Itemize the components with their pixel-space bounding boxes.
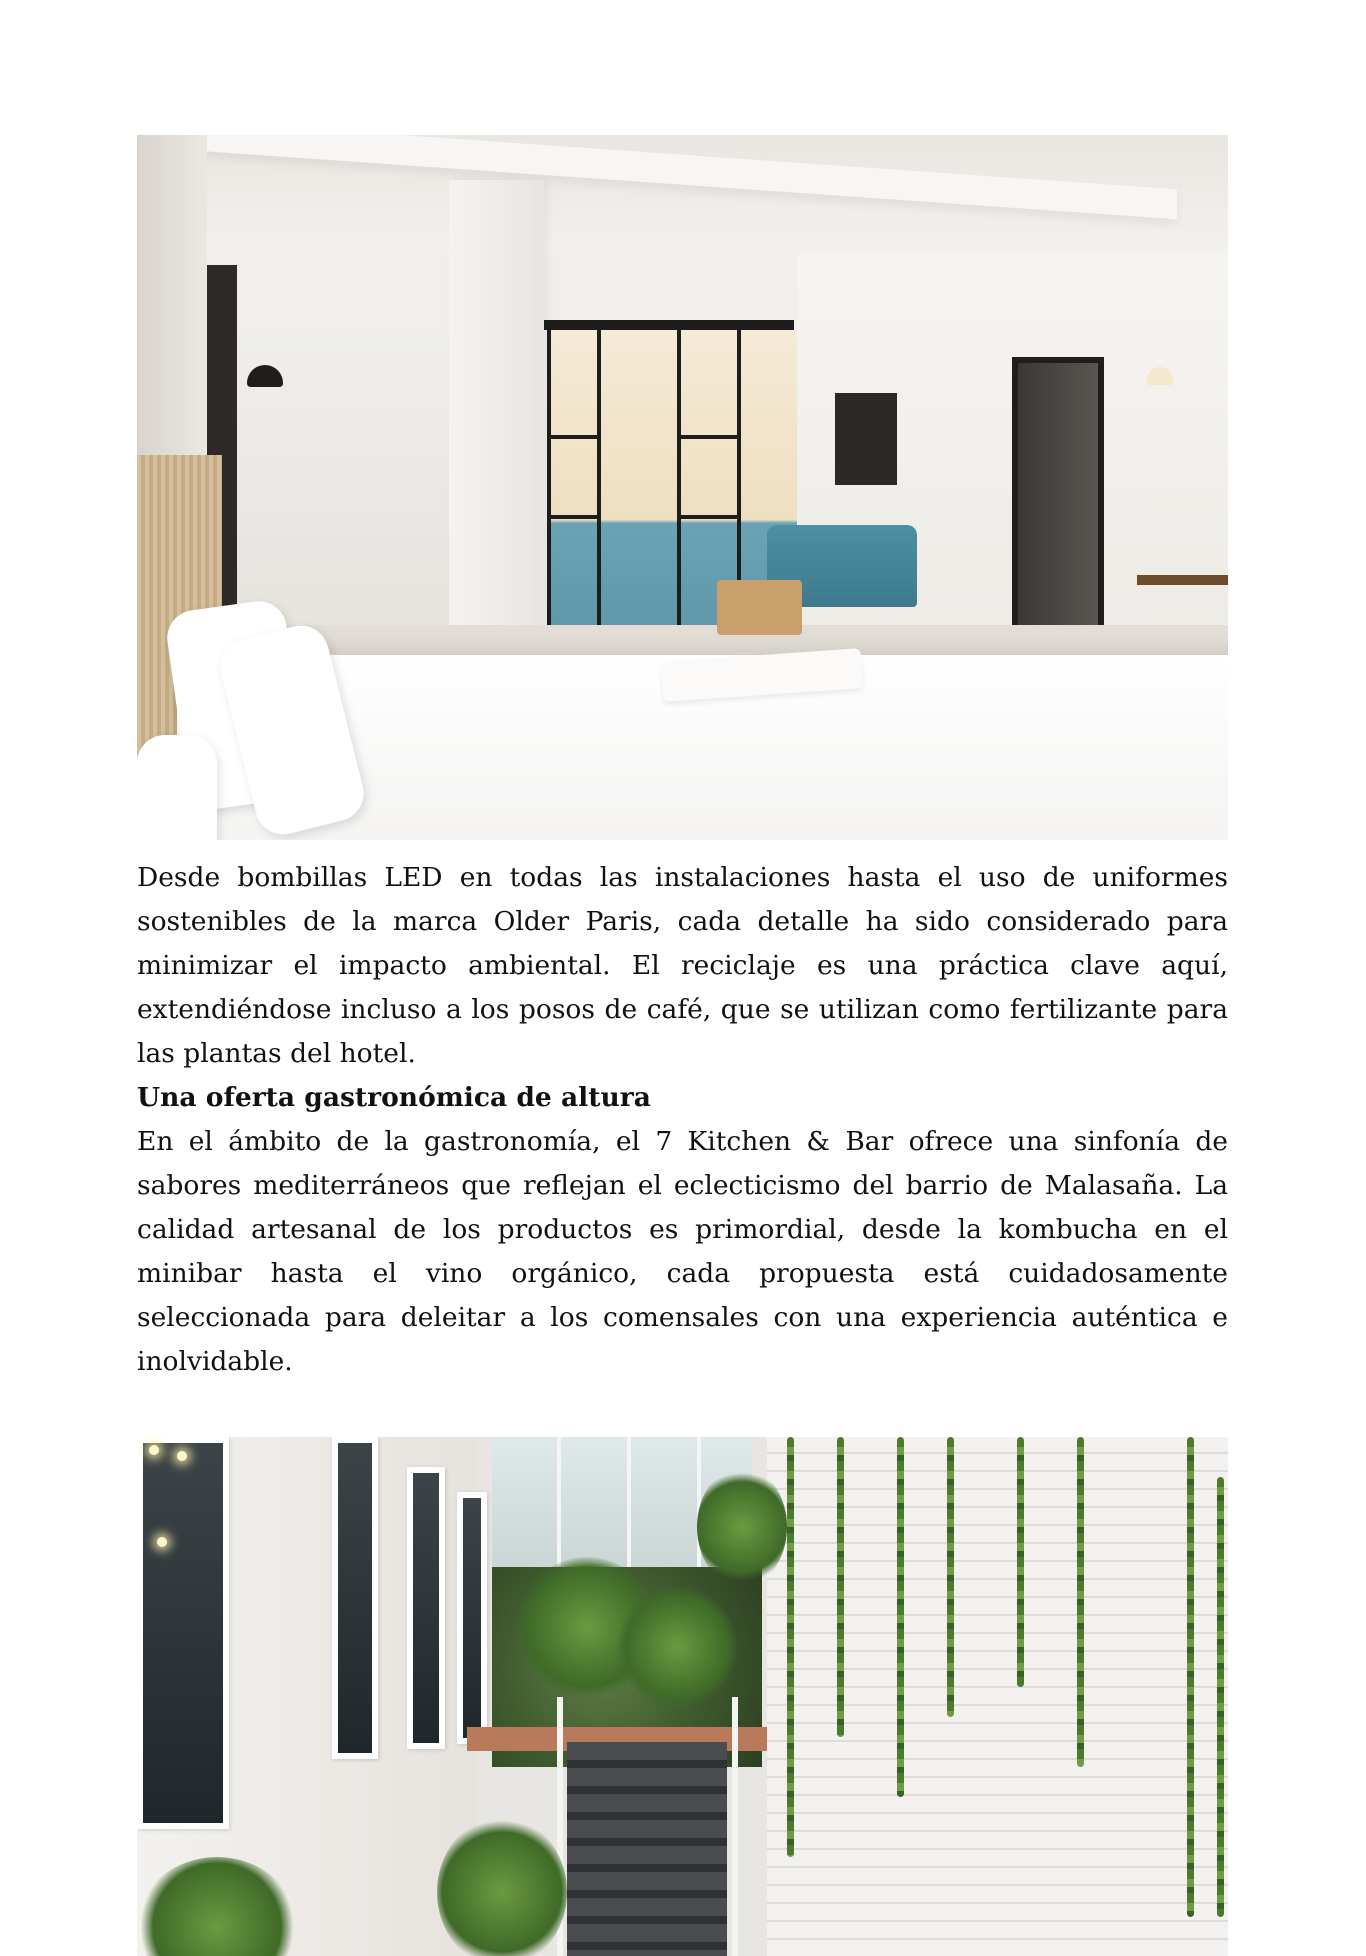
floor-mirror xyxy=(1012,357,1104,647)
building-window xyxy=(407,1467,445,1749)
door-bar xyxy=(677,515,741,519)
door-bar xyxy=(547,435,601,439)
staircase xyxy=(567,1742,727,1956)
building-window xyxy=(332,1437,378,1759)
courtyard-stairs-photo xyxy=(137,1437,1228,1956)
hanging-vine xyxy=(837,1437,844,1737)
wall-organizer xyxy=(835,393,897,485)
pillow xyxy=(137,735,217,840)
door-bar xyxy=(547,515,601,519)
string-light xyxy=(157,1537,167,1547)
door-bar xyxy=(677,435,741,439)
plant xyxy=(697,1467,787,1587)
sliding-door-rail xyxy=(542,320,794,330)
hanging-vine xyxy=(1217,1477,1224,1917)
hanging-vine xyxy=(897,1437,904,1797)
article-text xyxy=(137,856,1228,1384)
string-light xyxy=(177,1451,187,1461)
door-frame-mid-left xyxy=(597,330,601,675)
hanging-vine xyxy=(787,1437,794,1857)
building-window xyxy=(137,1437,229,1829)
plant xyxy=(617,1587,737,1707)
paragraph-sustainability: Desde bombillas LED en todas las instalaciones hasta el uso de uniformes sostenibles de la marca Older Paris, cada detalle ha sido considerado para minimizar el impacto ambiental. El reciclaje es una práctica clave aquí, extendiéndose incluso a los posos de café, que se utilizan como fertilizante para las plantas del hotel. xyxy=(137,862,1228,1069)
roof-bar xyxy=(557,1437,561,1577)
paragraph-gastronomy: En el ámbito de la gastronomía, el 7 Kitchen & Bar ofrece una sinfonía de sabores mediterráneos que reflejan el eclecticismo del barrio de Malasaña. La calidad artesanal de los productos es primordial, desde la kombucha en el minibar hasta el vino orgánico, cada propuesta está cuidadosamente seleccionada para deleitar a los comensales con una experiencia auténtica e inolvidable. xyxy=(137,1126,1228,1377)
stair-railing-right xyxy=(732,1697,738,1956)
hotel-room-photo xyxy=(137,135,1228,840)
hanging-vine xyxy=(1187,1437,1194,1917)
building-window xyxy=(457,1492,487,1744)
desk xyxy=(1137,575,1228,585)
wooden-stool xyxy=(717,580,802,635)
string-light xyxy=(149,1445,159,1455)
roof-bar xyxy=(627,1437,631,1577)
plant xyxy=(437,1817,567,1956)
hanging-vine xyxy=(1077,1437,1084,1767)
door-frame-left xyxy=(547,330,551,675)
section-heading: Una oferta gastronómica de altura xyxy=(137,1082,651,1113)
door-frame-mid-right xyxy=(677,330,681,675)
hanging-vine xyxy=(947,1437,954,1717)
hanging-vine xyxy=(1017,1437,1024,1687)
